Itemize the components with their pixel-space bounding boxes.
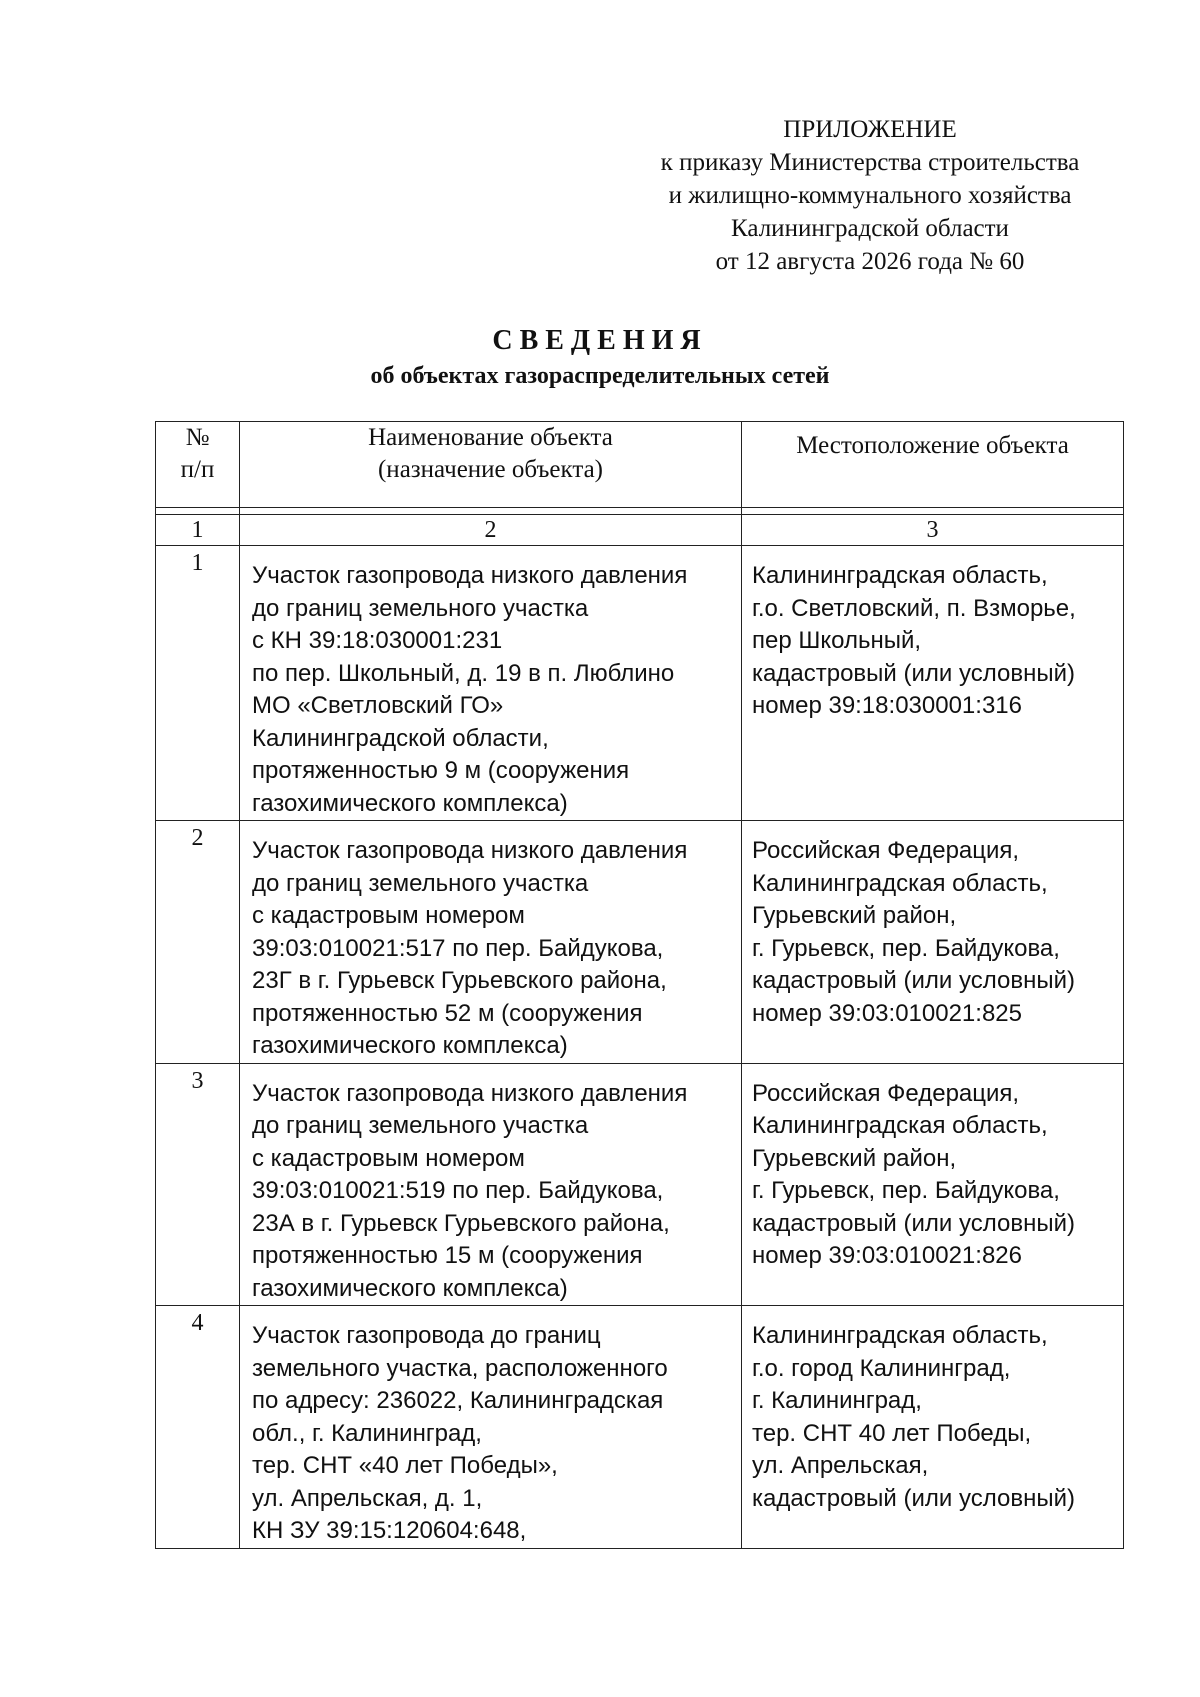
object-location-line: г. Гурьевск, пер. Байдукова, <box>752 934 1060 962</box>
object-location-line: г.о. город Калининград, <box>752 1354 1011 1382</box>
document-title: СВЕДЕНИЯ <box>492 325 708 356</box>
object-name-line: протяженностью 52 м (сооружения <box>252 999 643 1027</box>
object-location-line: тер. СНТ 40 лет Победы, <box>752 1419 1032 1447</box>
object-location-line: г. Гурьевск, пер. Байдукова, <box>752 1177 1060 1204</box>
object-location-line: Российская Федерация, <box>752 1079 1020 1107</box>
object-name-line: КН ЗУ 39:15:120604:648, <box>252 1517 527 1544</box>
header-name <box>240 422 742 508</box>
object-location-line: номер 39:18:030001:316 <box>752 692 1022 719</box>
header-num-symbol: № <box>185 424 210 451</box>
row-number: 4 <box>156 1306 240 1549</box>
object-name-line: протяженностью 15 м (сооружения <box>252 1242 643 1269</box>
object-name-line: газохимического комплекса) <box>252 1032 568 1059</box>
object-name-line: земельного участка, расположенного <box>252 1354 668 1382</box>
object-location-line: Калининградская область, <box>752 562 1048 589</box>
object-name-line: газохимического комплекса) <box>252 1274 568 1302</box>
object-location-line: г.о. Светловский, п. Взморье, <box>752 594 1076 622</box>
object-location-line: номер 39:03:010021:826 <box>752 1242 1022 1269</box>
object-name-line: газохимического комплекса) <box>252 789 568 817</box>
table-row <box>156 1063 1124 1306</box>
table-header-row <box>156 422 1124 508</box>
object-location-line: номер 39:03:010021:825 <box>752 999 1022 1027</box>
row-number: 2 <box>156 821 240 1064</box>
object-location-line: кадастровый (или условный) <box>752 1484 1075 1512</box>
object-location-line: пер Школьный, <box>752 627 922 654</box>
object-name-cell <box>240 1063 742 1306</box>
object-location-line: кадастровый (или условный) <box>752 659 1075 687</box>
column-number-row <box>156 515 1124 546</box>
object-location-cell <box>742 1063 1124 1306</box>
object-name-line: МО «Светловский ГО» <box>252 692 504 719</box>
appendix-region-line: Калининградской области <box>731 215 1009 242</box>
header-location-text: Местоположение объекта <box>796 432 1069 459</box>
objects-table <box>155 421 1124 1549</box>
object-name-line: с кадастровым номером <box>252 1144 525 1172</box>
row-number: 1 <box>156 546 240 821</box>
object-name-line: 39:03:010021:517 по пер. Байдукова, <box>252 934 664 962</box>
object-location-line: ул. Апрельская, <box>752 1452 929 1479</box>
header-name-line1: Наименование объекта <box>368 424 613 451</box>
object-name-line: Участок газопровода низкого давления <box>252 837 688 864</box>
header-separator <box>156 508 1124 515</box>
object-name-line: по пер. Школьный, д. 19 в п. Люблино <box>252 659 675 687</box>
appendix-date-line: от 12 августа 2026 года № 60 <box>715 248 1025 275</box>
object-name-line: обл., г. Калининград, <box>252 1419 482 1447</box>
object-name-cell <box>240 546 742 821</box>
object-name-line: 23Г в г. Гурьевск Гурьевского района, <box>252 967 667 994</box>
object-location-line: кадастровый (или условный) <box>752 1209 1075 1237</box>
object-location-cell <box>742 821 1124 1064</box>
table-row <box>156 821 1124 1064</box>
appendix-ministry-line: и жилищно-коммунального хозяйства <box>668 182 1072 209</box>
header-name-line2: (назначение объекта) <box>377 456 603 483</box>
object-name-line: Калининградской области, <box>252 724 549 752</box>
object-name-line: Участок газопровода низкого давления <box>252 562 688 589</box>
object-name-line: с КН 39:18:030001:231 <box>252 627 503 654</box>
appendix-header <box>600 113 1140 278</box>
object-name-cell <box>240 1306 742 1549</box>
object-name-line: по адресу: 236022, Калининградская <box>252 1387 664 1414</box>
object-name-line: Участок газопровода низкого давления <box>252 1079 688 1107</box>
appendix-title: ПРИЛОЖЕНИЕ <box>783 116 957 143</box>
column-number: 1 <box>156 515 240 546</box>
object-location-line: Российская Федерация, <box>752 837 1020 864</box>
row-number: 3 <box>156 1063 240 1306</box>
object-name-line: до границ земельного участка <box>252 594 589 622</box>
table-row <box>156 546 1124 821</box>
object-location-line: г. Калининград, <box>752 1387 922 1414</box>
object-location-line: Калининградская область, <box>752 1112 1048 1139</box>
object-name-line: с кадастровым номером <box>252 902 525 929</box>
document-subtitle: об объектах газораспределительных сетей <box>370 363 830 389</box>
object-location-line: Калининградская область, <box>752 869 1048 897</box>
object-name-line: до границ земельного участка <box>252 1112 589 1139</box>
object-location-cell <box>742 1306 1124 1549</box>
table-body <box>156 546 1124 1549</box>
object-name-line: протяженностью 9 м (сооружения <box>252 757 630 784</box>
table-row <box>156 1306 1124 1549</box>
header-num-abbr: п/п <box>180 456 215 483</box>
object-name-line: 23А в г. Гурьевск Гурьевского района, <box>252 1209 670 1237</box>
header-location <box>742 422 1124 508</box>
object-name-line: до границ земельного участка <box>252 869 589 897</box>
object-location-line: Калининградская область, <box>752 1322 1048 1349</box>
column-number: 2 <box>240 515 742 546</box>
object-name-line: 39:03:010021:519 по пер. Байдукова, <box>252 1177 664 1204</box>
object-location-line: кадастровый (или условный) <box>752 967 1075 994</box>
object-name-line: Участок газопровода до границ <box>252 1322 601 1349</box>
object-location-cell <box>742 546 1124 821</box>
object-name-cell <box>240 821 742 1064</box>
appendix-order-line: к приказу Министерства строительства <box>660 149 1080 176</box>
object-location-line: Гурьевский район, <box>752 1144 957 1172</box>
object-location-line: Гурьевский район, <box>752 902 957 929</box>
header-num <box>156 422 240 508</box>
column-number: 3 <box>742 515 1124 546</box>
object-name-line: тер. СНТ «40 лет Победы», <box>252 1452 558 1479</box>
object-name-line: ул. Апрельская, д. 1, <box>252 1484 483 1512</box>
